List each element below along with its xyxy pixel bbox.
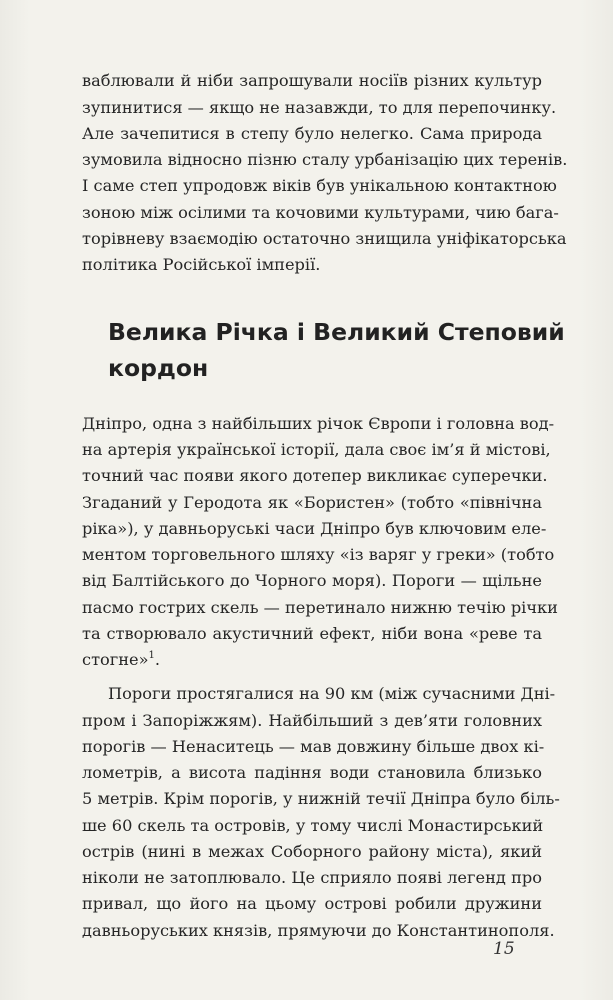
text-line: політика Російської імперії. bbox=[82, 255, 321, 274]
text-line: та створювало акустичний ефект, ніби вона «реве та bbox=[82, 624, 542, 643]
text-line: острів (нині в межах Соборного району міста), який bbox=[82, 842, 542, 861]
text-line: ментом торговельного шляху «із варяг у греки» (тобто bbox=[82, 545, 555, 564]
text-line: привал, що його на цьому острові робили дружини bbox=[82, 894, 542, 913]
text-line: зупинитися — якщо не назавжди, то для перепочинку. bbox=[82, 98, 557, 117]
text-line: 5 метрів. Крім порогів, у нижній течії Дніпра було біль- bbox=[82, 789, 560, 808]
text-line: ше 60 скель та островів, у тому числі Монастирський bbox=[82, 816, 544, 835]
text-line: від Балтійського до Чорного моря). Пороги — щільне bbox=[82, 571, 542, 590]
section-heading-line: кордон bbox=[108, 354, 209, 382]
text-line: зумовила відносно пізню сталу урбанізацію цих теренів. bbox=[82, 150, 568, 169]
text-line: лометрів, а висота падіння води становила близько bbox=[82, 763, 542, 782]
text-line: І саме степ упродовж віків був унікальною контактною bbox=[82, 176, 557, 195]
text-line: точний час появи якого дотепер викликає суперечки. bbox=[82, 466, 548, 485]
text-line: ваблювали й ніби запрошували носіїв різних культур bbox=[82, 71, 542, 90]
text-line: пасмо гострих скель — перетинало нижню течію річки bbox=[82, 598, 558, 617]
text-line bbox=[82, 650, 542, 670]
text-line: торівневу взаємодію остаточно знищила уніфікаторська bbox=[82, 229, 567, 248]
line-text: стогне» bbox=[82, 650, 149, 669]
text-line: давньоруських князів, прямуючи до Константинополя. bbox=[82, 921, 555, 940]
text-line: ріка»), у давньоруські часи Дніпро був ключовим еле- bbox=[82, 519, 547, 538]
text-line: Пороги простягалися на 90 км (між сучасними Дні- bbox=[108, 684, 556, 703]
text-line: Дніпро, одна з найбільших річок Європи і головна вод- bbox=[82, 414, 555, 433]
section-heading-line: Велика Річка і Великий Степовий bbox=[108, 318, 565, 346]
text-line: зоною між осілими та кочовими культурами, чию бага- bbox=[82, 203, 559, 222]
text-line: Але зачепитися в степу було нелегко. Сама природа bbox=[82, 124, 542, 143]
line-text: . bbox=[154, 650, 161, 669]
text-line: пром і Запоріжжям). Найбільший з дев’яти головних bbox=[82, 711, 542, 730]
text-line: порогів — Ненаситець — мав довжину більше двох кі- bbox=[82, 737, 545, 756]
text-line: Згаданий у Геродота як «Бористен» (тобто «північна bbox=[82, 493, 542, 512]
page-number: 15 bbox=[493, 939, 515, 959]
footnote-reference[interactable]: 1 bbox=[148, 650, 155, 661]
text-line: на артерія української історії, дала своє ім’я й містові, bbox=[82, 440, 551, 459]
text-line: ніколи не затоплювало. Це сприяло появі легенд про bbox=[82, 868, 542, 887]
